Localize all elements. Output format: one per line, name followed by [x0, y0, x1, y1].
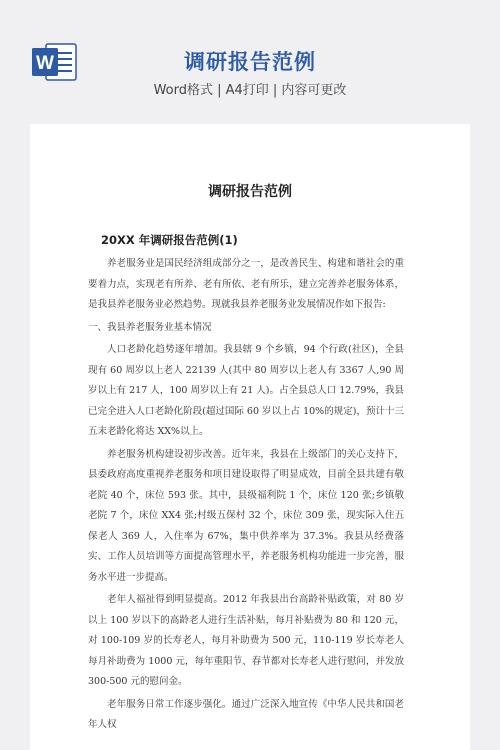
paragraph-welfare: 老年人福祉得到明显提高。2012 年我县出台高龄补贴政策，对 80 岁以上 100 岁以下的高龄老人进行生活补贴，每月补贴费为 80 和 120 元，对 100-109 岁的长寿老人，每月补助费为 500 元，110-119 岁长寿老人每月补助费为 1000 元，每年重阳节、春节都对长寿老人进行慰问，并发放 300-500 元的慰问金。	[88, 594, 404, 687]
document-body	[88, 254, 404, 738]
header	[0, 0, 500, 118]
paragraph-aging: 人口老龄化趋势逐年增加。我县辖 9 个乡镇，94 个行政(社区)，全县现有 60 周岁以上老人 22139 人(其中 80 周岁以上老人有 3367 人,90 周岁以上有 217 人，100 周岁以上有 21 人)。占全县总人口 12.79%，我县已完全进入人口老龄化阶段(超过国际 60 岁以上占 10%的规定)，预计十三五末老龄化将达 XX%以上。	[88, 344, 404, 437]
word-icon-letter: W	[36, 53, 54, 74]
header-subtitle: Word格式 | A4打印 | 内容可更改	[153, 83, 347, 98]
paragraph-services: 老年服务日常工作逐步强化。通过广泛深入地宣传《中华人民共和国老年人权	[88, 698, 404, 730]
paragraph-facilities: 养老服务机构建设初步改善。近年来，我县在上级部门的关心支持下，县委政府高度重视养老服务和项目建设取得了明显成效，目前全县共建有敬老院 40 个，床位 593 张。其中，县级福利院 1 个，床位 120 张;乡镇敬老院 7 个，床位 XX4 张;村级五保村 32 个，床位 309 张，现实际入住五保老人 369 人，入住率为 67%，集中供养率为 37.3%。我县从经费落实、工作人员培训等方面提高管理水平，养老服务机构功能进一步完善，服务水平进一步提高。	[88, 448, 404, 583]
section-heading: 一、我县养老服务业基本情况	[88, 321, 212, 333]
document-title: 调研报告范例	[208, 184, 292, 200]
paragraph-intro: 养老服务业是国民经济组成部分之一，是改善民生、构建和谐社会的重要着力点，实现老有所养、老有所依、老有所乐，建立完善养老服务体系，是我县养老服务业必然趋势。现就我县养老服务业发展情况作如下报告:	[88, 258, 404, 310]
document-subheading: 20XX 年调研报告范例(1)	[101, 233, 238, 247]
header-title: 调研报告范例	[184, 50, 316, 74]
document-page	[30, 124, 470, 750]
